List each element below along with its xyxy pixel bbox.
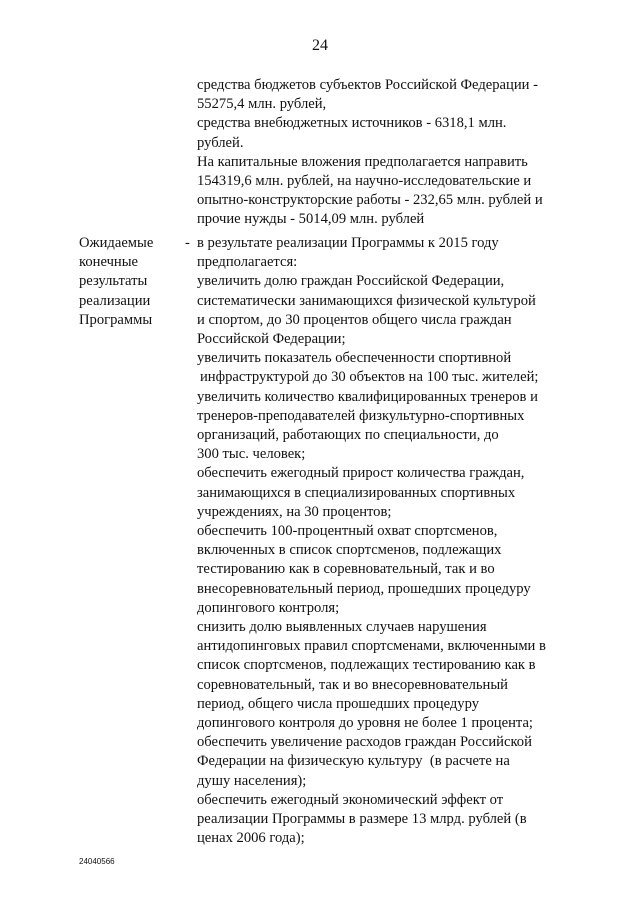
text-line: 154319,6 млн. рублей, на научно-исследовательские и — [197, 173, 532, 190]
text-line: занимающихся в специализированных спортивных — [197, 484, 516, 501]
page-number: 24 — [312, 37, 328, 54]
text-line: учреждениях, на 30 процентов; — [197, 503, 392, 520]
text-line: прочие нужды - 5014,09 млн. рублей — [197, 211, 425, 228]
text-line: ценах 2006 года); — [197, 830, 305, 847]
text-line: увеличить долю граждан Российской Федерации, — [197, 273, 505, 290]
label-line: Программы — [79, 311, 153, 328]
text-line: тестированию как в соревновательный, так и во — [197, 561, 495, 578]
label-dash: - — [185, 235, 190, 251]
text-line: период, общего числа прошедших процедуру — [197, 695, 479, 712]
text-line: снизить долю выявленных случаев нарушения — [197, 619, 487, 636]
text-line: предполагается: — [197, 254, 298, 271]
text-line: реализации Программы в размере 13 млрд. рублей (в — [197, 811, 527, 828]
label-line: реализации — [79, 292, 151, 309]
text-line: инфраструктурой до 30 объектов на 100 тыс. жителей; — [200, 369, 539, 386]
text-line: и спортом, до 30 процентов общего числа граждан — [197, 311, 512, 328]
section-label — [79, 234, 179, 330]
text-line: Федерации на физическую культуру (в расчете на — [197, 753, 510, 770]
text-line: опытно-конструкторские работы - 232,65 млн. рублей и — [197, 192, 543, 209]
label-line: Ожидаемые — [79, 235, 154, 251]
label-line: результаты — [79, 273, 148, 290]
text-line: душу населения); — [197, 772, 307, 789]
text-line: включенных в список спортсменов, подлежащих — [197, 542, 502, 559]
text-line: увеличить показатель обеспеченности спортивной — [197, 350, 512, 367]
expected-results-text — [197, 234, 567, 849]
text-line: 300 тыс. человек; — [197, 446, 306, 463]
text-line: в результате реализации Программы к 2015 году — [197, 235, 499, 251]
text-line: обеспечить увеличение расходов граждан Российской — [197, 734, 532, 751]
text-line: организаций, работающих по специальности, до — [197, 427, 499, 444]
text-line: 55275,4 млн. рублей, — [197, 96, 327, 113]
text-line: средства бюджетов субъектов Российской Федерации - — [197, 77, 538, 93]
text-line: увеличить количество квалифицированных тренеров и — [197, 388, 538, 405]
text-line: список спортсменов, подлежащих тестированию как в — [197, 657, 536, 674]
text-line: допингового контроля; — [197, 599, 340, 616]
document-code: 24040566 — [79, 857, 115, 866]
text-line: рублей. — [197, 134, 244, 151]
text-line: внесоревновательный период, прошедших процедуру — [197, 580, 531, 597]
text-line: На капитальные вложения предполагается направить — [197, 153, 528, 170]
text-line: допингового контроля до уровня не более 1 процента; — [197, 715, 533, 732]
text-line: обеспечить 100-процентный охват спортсменов, — [197, 523, 498, 540]
text-line: антидопинговых правил спортсменами, включенными в — [197, 638, 546, 655]
funding-text-block — [197, 76, 567, 230]
text-line: обеспечить ежегодный прирост количества граждан, — [197, 465, 525, 482]
text-line: средства внебюджетных источников - 6318,1 млн. — [197, 115, 507, 132]
text-line: тренеров-преподавателей физкультурно-спортивных — [197, 407, 525, 424]
text-line: Российской Федерации; — [197, 331, 346, 348]
label-line: конечные — [79, 254, 139, 271]
text-line: систематически занимающихся физической культурой — [197, 292, 536, 309]
text-line: соревновательный, так и во внесоревновательный — [197, 676, 508, 693]
text-line: обеспечить ежегодный экономический эффект от — [197, 791, 504, 808]
